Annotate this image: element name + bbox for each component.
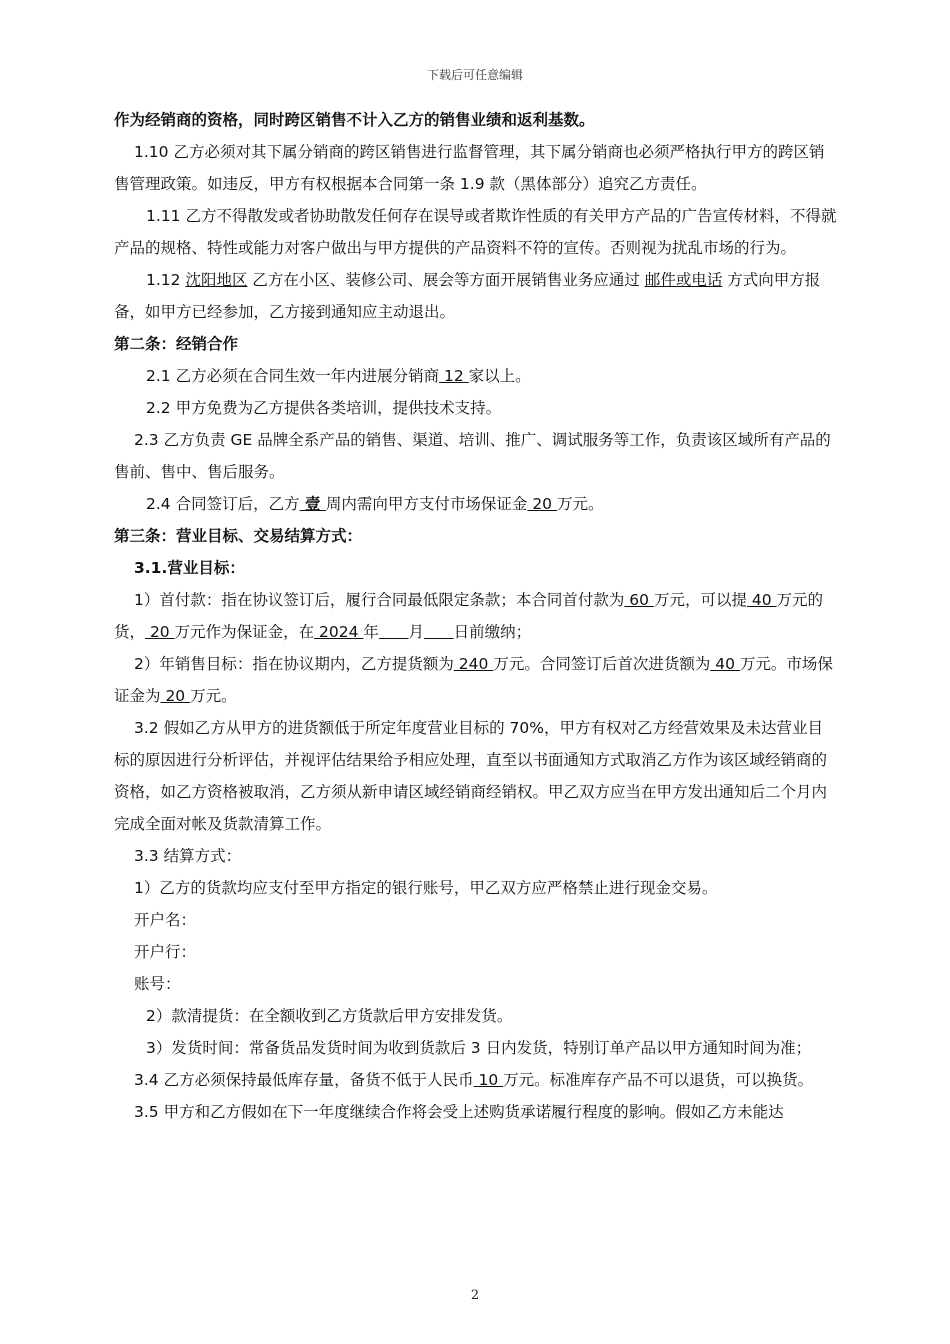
filled-amount: 60 <box>624 591 654 609</box>
page-number: 2 <box>470 1288 480 1303</box>
filled-region: 沈阳地区 <box>185 271 248 289</box>
filled-amount: 240 <box>453 655 494 673</box>
clause-text: 1）首付款：指在协议签订后，履行合同最低限定条款；本合同首付款为 <box>134 591 625 609</box>
clause-text: 方式向甲方报备，如甲方已经参加，乙方接到通知应主动退出。 <box>114 271 821 321</box>
section-3-heading: 第三条：营业目标、交易结算方式： <box>114 527 363 545</box>
section-2-heading: 第二条：经销合作 <box>114 335 239 353</box>
clause-2-1 <box>114 360 838 392</box>
clause-text: 3.4 乙方必须保持最低库存量，备货不低于人民币 <box>134 1071 474 1089</box>
account-name-label: 开户名： <box>134 911 197 929</box>
filled-amount: 10 <box>473 1071 504 1089</box>
filled-year: 2024 <box>314 623 364 641</box>
filled-amount: 40 <box>746 591 777 609</box>
clause-text: 万元的货， <box>114 591 824 641</box>
clause-text: 万元。合同签订后首次进货额为 <box>493 655 711 673</box>
clause-text: 年 <box>363 623 379 641</box>
clause-1-12 <box>114 264 838 328</box>
filled-method: 邮件或电话 <box>644 271 723 289</box>
clause-3-2: 3.2 假如乙方从甲方的进货额低于所定年度营业目标的 70%，甲方有权对乙方经营效果及未达营业目标的原因进行分析评估，并视评估结果给予相应处理，直至以书面通知方式取消乙方作为该区域经销商的资格，如乙方资格被取消，乙方须从新申请区域经销商经销权。甲乙双方应当在甲方发出通知后二个月内完成全面对帐及货款清算工作。 <box>114 719 828 833</box>
settlement-item-1: 1）乙方的货款均应支付至甲方指定的银行账号，甲乙双方应严格禁止进行现金交易。 <box>134 879 718 897</box>
clause-text: 万元。标准库存产品不可以退货，可以换货。 <box>503 1071 814 1089</box>
blank-month <box>379 623 409 641</box>
settlement-item-3: 3）发货时间：常备货品发货时间为收到货款后 3 日内发货，特别订单产品以甲方通知时间为准； <box>146 1039 812 1057</box>
clause-1-11: 1.11 乙方不得散发或者协助散发任何存在误导或者欺诈性质的有关甲方产品的广告宣传材料，不得就产品的规格、特性或能力对客户做出与甲方提供的产品资料不符的宣传。否则视为扰乱市场的行为。 <box>114 207 837 257</box>
document-body <box>114 104 838 1128</box>
clause-text: 周内需向甲方支付市场保证金 <box>325 495 528 513</box>
filled-deposit: 20 <box>527 495 557 513</box>
clause-text: 万元。市场保证金为 <box>114 655 833 705</box>
clause-text: 乙方在小区、装修公司、展会等方面开展销售业务应通过 <box>247 271 645 289</box>
clause-text: 万元。 <box>556 495 604 513</box>
clause-text: 2）年销售目标：指在协议期内，乙方提货额为 <box>134 655 454 673</box>
clause-text: 家以上。 <box>468 367 531 385</box>
clause-2-2: 2.2 甲方免费为乙方提供各类培训，提供技术支持。 <box>146 399 502 417</box>
filled-weeks: 壹 <box>299 495 326 513</box>
clause-text: 1.12 <box>146 271 186 289</box>
page-header: 下载后可任意编辑 <box>426 68 523 82</box>
item-first-payment <box>114 584 838 648</box>
clause-text: 万元作为保证金，在 <box>174 623 315 641</box>
clause-2-4 <box>114 488 838 520</box>
filled-amount: 20 <box>160 687 191 705</box>
settlement-item-2: 2）款清提货：在全额收到乙方货款后甲方安排发货。 <box>146 1007 513 1025</box>
filled-count: 12 <box>439 367 469 385</box>
clause-1-10: 1.10 乙方必须对其下属分销商的跨区销售进行监督管理，其下属分销商也必须严格执行甲方的跨区销售管理政策。如违反，甲方有权根据本合同第一条 1.9 款（黑体部分）追究乙方责任。 <box>114 143 825 193</box>
filled-amount: 40 <box>710 655 740 673</box>
account-bank-label: 开户行： <box>134 943 197 961</box>
paragraph-continuation: 作为经销商的资格，同时跨区销售不计入乙方的销售业绩和返利基数。 <box>114 111 595 129</box>
clause-text: 月 <box>408 623 425 641</box>
clause-3-3: 3.3 结算方式： <box>134 847 242 865</box>
item-annual-target <box>114 648 838 712</box>
clause-3-4 <box>114 1064 838 1096</box>
clause-text: 日前缴纳； <box>453 623 532 641</box>
blank-day <box>424 623 454 641</box>
clause-2-3: 2.3 乙方负责 GE 品牌全系产品的销售、渠道、培训、推广、调试服务等工作，负责该区域所有产品的售前、售中、售后服务。 <box>114 431 831 481</box>
clause-text: 2.4 合同签订后，乙方 <box>146 495 300 513</box>
account-number-label: 账号： <box>134 975 181 993</box>
filled-amount: 20 <box>145 623 175 641</box>
clause-text: 万元，可以提 <box>653 591 747 609</box>
clause-text: 2.1 乙方必须在合同生效一年内进展分销商 <box>146 367 440 385</box>
clause-3-5: 3.5 甲方和乙方假如在下一年度继续合作将会受上述购货承诺履行程度的影响。假如乙方未能达 <box>134 1103 784 1121</box>
clause-text: 万元。 <box>190 687 237 705</box>
subsection-3-1-heading: 3.1.营业目标： <box>134 559 245 577</box>
